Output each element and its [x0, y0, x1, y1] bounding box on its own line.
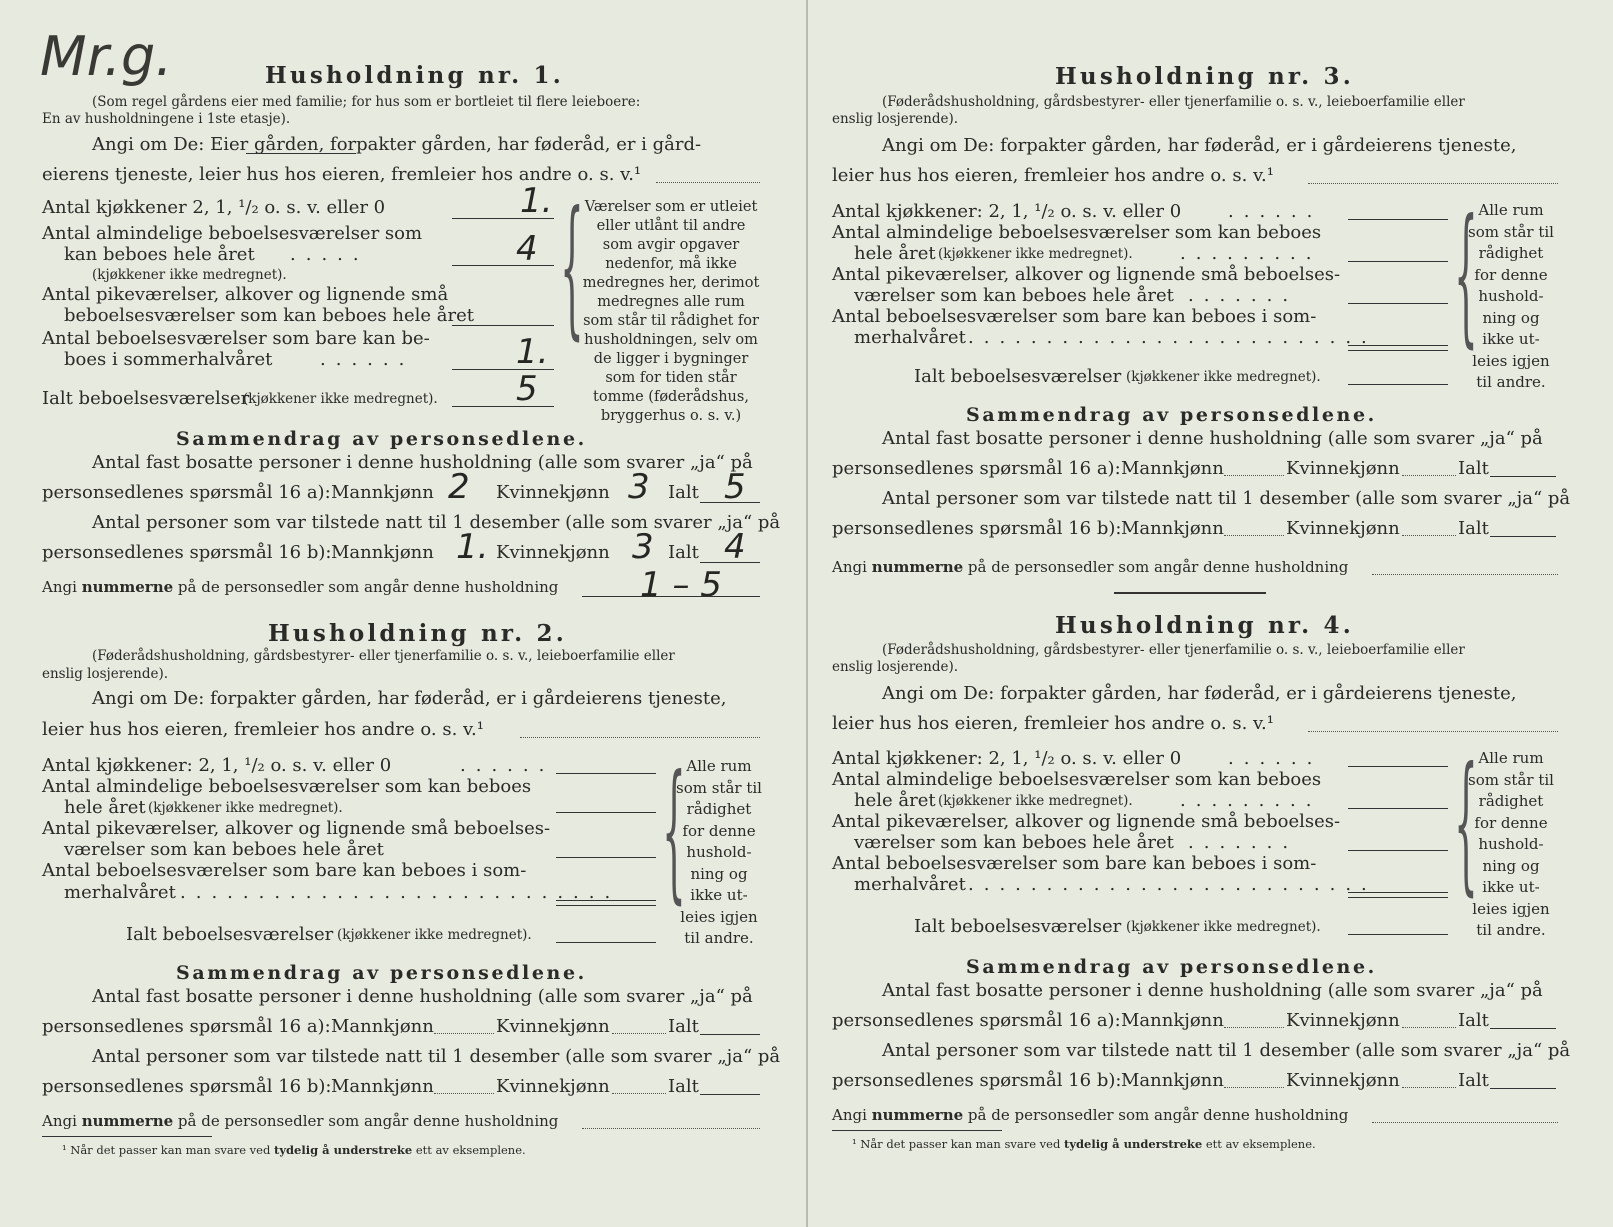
h2-side-note: Alle rum som står til rådighet for denne hushold-ning og ikke ut-leies igjen til andre. [676, 757, 762, 947]
label-kvinne: Kvinnekjønn [496, 482, 610, 503]
h1-total-line [452, 406, 554, 407]
h3-small-rooms-label-a: Antal pikeværelser, alkover og lignende små beboelses- [832, 264, 1341, 285]
h1-s1-line-a: Antal fast bosatte personer i denne husholdning (alle som svarer „ja“ på [92, 452, 753, 473]
h1-small-rooms-label-b: beboelsesværelser som kan beboes hele året [64, 305, 474, 326]
h2-s1-line-a: Antal fast bosatte personer i denne husholdning (alle som svarer „ja“ på [92, 986, 753, 1007]
h2-b-male-line [434, 1093, 494, 1094]
h4-s1-line-b: personsedlenes spørsmål 16 a): [832, 1010, 1121, 1031]
h3-b-total-line [1490, 536, 1556, 537]
h1-a-total: 5 [724, 467, 746, 507]
dots: ..... [290, 244, 369, 265]
h2-b-female-line [612, 1093, 666, 1094]
household-3-title: Husholdning nr. 3. [1055, 63, 1354, 90]
h2-summer-rooms-label-b: merhalvåret [64, 882, 176, 903]
h4-kitchens-label: Antal kjøkkener: 2, 1, ¹/₂ o. s. v. eller 0 [832, 748, 1182, 769]
footnote: ¹ Når det passer kan man svare ved tydelig å understreke ett av eksemplene. [62, 1143, 526, 1157]
dots: ......... [1180, 790, 1322, 811]
h1-a-female: 3 [628, 467, 650, 507]
h3-numbers-label: Angi nummerne på de personsedler som angår denne husholdning [832, 558, 1349, 576]
h2-small-rooms-label-a: Antal pikeværelser, alkover og lignende små beboelses- [42, 818, 551, 839]
h2-b-total-line [700, 1094, 760, 1095]
dots: ............................ [180, 882, 621, 903]
household-3-note-1: (Føderådshusholdning, gårdsbestyrer- eller tjenerfamilie o. s. v., leieboerfamilie eller [882, 94, 1465, 110]
h3-a-male-line [1224, 475, 1284, 476]
h3-kitchens-line [1348, 219, 1448, 220]
h4-s2-line-a: Antal personer som var tilstede natt til 1 desember (alle som svarer „ja“ på [882, 1040, 1571, 1061]
h2-kitchens-line [556, 773, 656, 774]
angi-answer-line [1308, 731, 1558, 732]
brace-icon: { [1454, 736, 1478, 910]
right-page [806, 0, 1613, 1227]
h2-rooms-line [556, 812, 656, 813]
household-3-angi-line-1: Angi om De: forpakter gården, har føderåd, er i gårdeierens tjeneste, [882, 135, 1517, 156]
h3-s2-line-b: personsedlenes spørsmål 16 b): [832, 518, 1122, 539]
h4-rooms-label-b: hele året [854, 790, 936, 811]
label-mann: Mannkjønn [1121, 458, 1224, 479]
household-3-angi-line-2: leier hus hos eieren, fremleier hos andre o. s. v.¹ [832, 165, 1274, 186]
label-ialt: Ialt [668, 482, 699, 503]
h4-total-label: Ialt beboelsesværelser [914, 916, 1122, 937]
h1-rooms-value: 4 [516, 229, 538, 269]
h3-total-sublabel: (kjøkkener ikke medregnet). [1126, 369, 1321, 385]
household-4-angi-line-2: leier hus hos eieren, fremleier hos andre o. s. v.¹ [832, 713, 1274, 734]
h1-b-female: 3 [632, 527, 654, 567]
h3-rooms-label-b: hele året [854, 243, 936, 264]
household-4-title: Husholdning nr. 4. [1055, 612, 1354, 639]
h1-numbers-line [582, 596, 760, 597]
h2-a-male-line [434, 1033, 494, 1034]
label-ialt: Ialt [1458, 1010, 1489, 1031]
dots: .......................... [968, 874, 1377, 895]
label-mann: Mannkjønn [1121, 1010, 1224, 1031]
h2-s2-line-a: Antal personer som var tilstede natt til 1 desember (alle som svarer „ja“ på [92, 1046, 781, 1067]
brace-icon: { [1454, 188, 1478, 362]
h1-a-total-line [700, 502, 760, 503]
label-kvinne: Kvinnekjønn [496, 1016, 610, 1037]
h1-rooms-label-b: kan beboes hele året [64, 244, 255, 265]
household-1-note-2: En av husholdningene i 1ste etasje). [42, 111, 291, 127]
h4-a-male-line [1224, 1027, 1284, 1028]
h2-a-female-line [612, 1033, 666, 1034]
h4-numbers-label: Angi nummerne på de personsedler som angår denne husholdning [832, 1106, 1349, 1124]
h3-s1-line-b: personsedlenes spørsmål 16 a): [832, 458, 1121, 479]
h3-b-female-line [1402, 535, 1456, 536]
h1-total-sublabel: (kjøkkener ikke medregnet). [243, 391, 438, 407]
h4-s2-line-b: personsedlenes spørsmål 16 b): [832, 1070, 1122, 1091]
h1-total-value: 5 [516, 369, 538, 409]
label-mann: Mannkjønn [331, 1016, 434, 1037]
footnote: ¹ Når det passer kan man svare ved tydelig å understreke ett av eksemplene. [852, 1137, 1316, 1151]
label-mann: Mannkjønn [331, 542, 434, 563]
h2-summer-rooms-line [556, 900, 656, 901]
h2-summary-title: Sammendrag av personsedlene. [176, 962, 587, 984]
h4-side-note: Alle rum som står til rådighet for denne hushold-ning og ikke ut-leies igjen til andre. [1468, 749, 1554, 939]
h3-summary-title: Sammendrag av personsedlene. [966, 404, 1377, 426]
h3-side-note: Alle rum som står til rådighet for denne hushold-ning og ikke ut-leies igjen til andre. [1468, 201, 1554, 391]
household-1-angi-line-2: eierens tjeneste, leier hus hos eieren, fremleier hos andre o. s. v.¹ [42, 164, 642, 185]
h3-kitchens-label: Antal kjøkkener: 2, 1, ¹/₂ o. s. v. eller 0 [832, 201, 1182, 222]
h1-s2-line-a: Antal personer som var tilstede natt til 1 desember (alle som svarer „ja“ på [92, 512, 781, 533]
h1-a-male: 2 [448, 467, 470, 507]
h1-summer-rooms-label-b: boes i sommerhalvåret [64, 349, 273, 370]
dots: ...... [1228, 748, 1323, 769]
dots: ....... [1188, 832, 1299, 853]
h2-s2-line-b: personsedlenes spørsmål 16 b): [42, 1076, 332, 1097]
dots: ....... [1188, 285, 1299, 306]
h2-small-rooms-label-b: værelser som kan beboes hele året [64, 839, 384, 860]
h1-small-rooms-line [452, 325, 554, 326]
h1-b-male: 1. [456, 527, 489, 567]
h4-rooms-label-c: (kjøkkener ikke medregnet). [938, 793, 1133, 809]
h3-small-rooms-label-b: værelser som kan beboes hele året [854, 285, 1174, 306]
h3-total-line [1348, 384, 1448, 385]
h1-kitchens-value: 1. [520, 181, 553, 221]
dots: ......... [1180, 243, 1322, 264]
label-kvinne: Kvinnekjønn [1286, 458, 1400, 479]
footnote-rule [832, 1130, 1002, 1131]
h1-rooms-label-c: (kjøkkener ikke medregnet). [92, 267, 287, 283]
h1-s1-line-b: personsedlenes spørsmål 16 a): [42, 482, 331, 503]
h2-rooms-label-c: (kjøkkener ikke medregnet). [148, 800, 343, 816]
household-2-title: Husholdning nr. 2. [268, 620, 567, 647]
h2-rooms-label-b: hele året [64, 797, 146, 818]
h2-total-line [556, 942, 656, 943]
household-1-title: Husholdning nr. 1. [265, 62, 564, 89]
h2-small-rooms-line [556, 857, 656, 858]
handwritten-mark: Mr.g. [40, 25, 173, 88]
dots: .......................... [968, 327, 1377, 348]
h4-summer-rooms-line [1348, 892, 1448, 893]
household-4-note-2: enslig losjerende). [832, 659, 959, 675]
h4-rooms-label-a: Antal almindelige beboelsesværelser som kan beboes [832, 769, 1322, 790]
h1-total-label: Ialt beboelsesværelser [42, 388, 250, 409]
h1-rooms-label-a: Antal almindelige beboelsesværelser som [42, 223, 423, 244]
h4-b-total-line [1490, 1088, 1556, 1089]
brace-icon: { [560, 180, 584, 354]
h2-s1-line-b: personsedlenes spørsmål 16 a): [42, 1016, 331, 1037]
h3-rooms-line [1348, 261, 1448, 262]
h2-rooms-label-a: Antal almindelige beboelsesværelser som kan beboes [42, 776, 532, 797]
h2-total-sublabel: (kjøkkener ikke medregnet). [337, 927, 532, 943]
h1-summer-rooms-value: 1. [516, 332, 549, 372]
angi-answer-line [656, 182, 760, 183]
h2-kitchens-label: Antal kjøkkener: 2, 1, ¹/₂ o. s. v. eller 0 [42, 755, 392, 776]
h4-rooms-line [1348, 808, 1448, 809]
h4-b-male-line [1224, 1087, 1284, 1088]
label-mann: Mannkjønn [331, 482, 434, 503]
household-2-angi-line-2: leier hus hos eieren, fremleier hos andre o. s. v.¹ [42, 719, 484, 740]
h3-summer-rooms-line [1348, 345, 1448, 346]
label-ialt: Ialt [1458, 458, 1489, 479]
h1-numbers-value: 1 – 5 [640, 565, 722, 605]
h2-summer-rooms-label-a: Antal beboelsesværelser som bare kan beboes i som- [42, 860, 527, 881]
label-kvinne: Kvinnekjønn [496, 542, 610, 563]
h1-b-total-line [700, 562, 760, 563]
h1-rooms-line [452, 265, 554, 266]
label-kvinne: Kvinnekjønn [1286, 518, 1400, 539]
household-1-angi-line-1: Angi om De: Eier gården, forpakter gården, har føderåd, er i gård- [92, 134, 702, 155]
h1-numbers-label: Angi nummerne på de personsedler som angår denne husholdning [42, 578, 559, 596]
h1-kitchens-label: Antal kjøkkener 2, 1, ¹/₂ o. s. v. eller 0 [42, 197, 386, 218]
household-3-note-2: enslig losjerende). [832, 111, 959, 127]
h2-numbers-label: Angi nummerne på de personsedler som angår denne husholdning [42, 1112, 559, 1130]
h3-a-female-line [1402, 475, 1456, 476]
angi-answer-line [520, 737, 760, 738]
dots: ...... [320, 349, 415, 370]
h4-b-female-line [1402, 1087, 1456, 1088]
label-ialt: Ialt [668, 1016, 699, 1037]
section-divider [1114, 592, 1266, 594]
household-4-angi-line-1: Angi om De: forpakter gården, har føderåd, er i gårdeierens tjeneste, [882, 683, 1517, 704]
label-mann: Mannkjønn [1121, 1070, 1224, 1091]
household-4-note-1: (Føderådshusholdning, gårdsbestyrer- eller tjenerfamilie o. s. v., leieboerfamilie eller [882, 642, 1465, 658]
h4-kitchens-line [1348, 766, 1448, 767]
household-2-note-2: enslig losjerende). [42, 666, 169, 682]
h4-total-line [1348, 934, 1448, 935]
h3-summer-rooms-label-b: merhalvåret [854, 327, 966, 348]
h3-a-total-line [1490, 476, 1556, 477]
h1-side-note: Værelser som er utleiet eller utlånt til andre som avgir opgaver nedenfor, må ikke medregnes her, derimot medregnes alle rum som står til rådighet for husholdningen, selv om de ligger i bygninger som for tiden står tomme (føderådshus, bryggerhus o. s. v.) [582, 199, 760, 424]
label-kvinne: Kvinnekjønn [1286, 1010, 1400, 1031]
h1-summer-rooms-label-a: Antal beboelsesværelser som bare kan be- [42, 328, 430, 349]
h3-s2-line-a: Antal personer som var tilstede natt til 1 desember (alle som svarer „ja“ på [882, 488, 1571, 509]
h3-numbers-line [1372, 574, 1558, 575]
h3-rooms-label-c: (kjøkkener ikke medregnet). [938, 246, 1133, 262]
h3-b-male-line [1224, 535, 1284, 536]
h3-total-label: Ialt beboelsesværelser [914, 366, 1122, 387]
h4-summer-rooms-label-a: Antal beboelsesværelser som bare kan beboes i som- [832, 853, 1317, 874]
h4-small-rooms-label-b: værelser som kan beboes hele året [854, 832, 1174, 853]
h4-numbers-line [1372, 1122, 1558, 1123]
label-ialt: Ialt [1458, 518, 1489, 539]
brace-icon: { [662, 744, 686, 918]
h2-a-total-line [700, 1034, 760, 1035]
underline-eier-garden [246, 153, 356, 154]
h4-s1-line-a: Antal fast bosatte personer i denne husholdning (alle som svarer „ja“ på [882, 980, 1543, 1001]
label-kvinne: Kvinnekjønn [496, 1076, 610, 1097]
h1-summary-title: Sammendrag av personsedlene. [176, 428, 587, 450]
h4-total-sublabel: (kjøkkener ikke medregnet). [1126, 919, 1321, 935]
left-page [0, 0, 806, 1227]
label-mann: Mannkjønn [331, 1076, 434, 1097]
household-1-note-1: (Som regel gårdens eier med familie; for hus som er bortleiet til flere leieboere: [92, 94, 641, 110]
footnote-rule [42, 1136, 212, 1137]
h4-summer-rooms-label-b: merhalvåret [854, 874, 966, 895]
h3-small-rooms-line [1348, 303, 1448, 304]
label-ialt: Ialt [668, 542, 699, 563]
h1-b-total: 4 [724, 527, 746, 567]
h4-small-rooms-line [1348, 850, 1448, 851]
h1-small-rooms-label-a: Antal pikeværelser, alkover og lignende små [42, 284, 449, 305]
h1-summer-rooms-line [452, 369, 554, 370]
h3-s1-line-a: Antal fast bosatte personer i denne husholdning (alle som svarer „ja“ på [882, 428, 1543, 449]
h4-small-rooms-label-a: Antal pikeværelser, alkover og lignende små beboelses- [832, 811, 1341, 832]
h4-a-female-line [1402, 1027, 1456, 1028]
label-ialt: Ialt [668, 1076, 699, 1097]
h2-total-label: Ialt beboelsesværelser [126, 924, 334, 945]
label-kvinne: Kvinnekjønn [1286, 1070, 1400, 1091]
label-ialt: Ialt [1458, 1070, 1489, 1091]
h2-numbers-line [582, 1128, 760, 1129]
angi-answer-line [1308, 183, 1558, 184]
h4-a-total-line [1490, 1028, 1556, 1029]
dots: ...... [460, 755, 555, 776]
household-2-note-1: (Føderådshusholdning, gårdsbestyrer- eller tjenerfamilie o. s. v., leieboerfamilie eller [92, 648, 675, 664]
h3-summer-rooms-label-a: Antal beboelsesværelser som bare kan beboes i som- [832, 306, 1317, 327]
label-mann: Mannkjønn [1121, 518, 1224, 539]
h1-s2-line-b: personsedlenes spørsmål 16 b): [42, 542, 332, 563]
h2-summer-rooms-line-2 [556, 905, 656, 906]
h4-summary-title: Sammendrag av personsedlene. [966, 956, 1377, 978]
dots: ...... [1228, 201, 1323, 222]
h3-summer-rooms-line-2 [1348, 350, 1448, 351]
household-2-angi-line-1: Angi om De: forpakter gården, har føderåd, er i gårdeierens tjeneste, [92, 688, 727, 709]
h3-rooms-label-a: Antal almindelige beboelsesværelser som kan beboes [832, 222, 1322, 243]
h4-summer-rooms-line-2 [1348, 897, 1448, 898]
